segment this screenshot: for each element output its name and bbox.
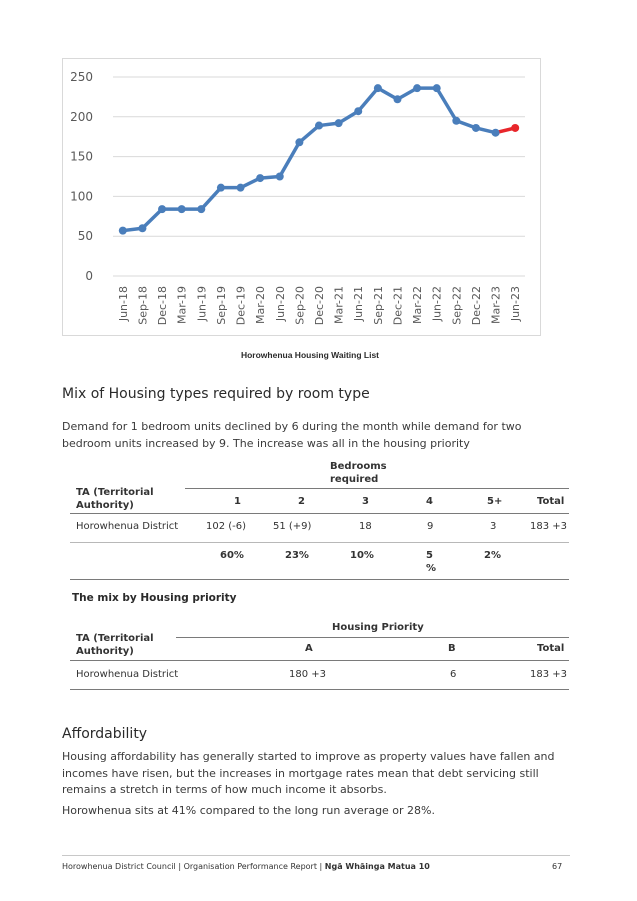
x-tick-label: Sep-19 [214, 286, 228, 325]
footer-text [62, 862, 430, 871]
y-tick-label: 150 [70, 149, 93, 164]
x-tick-label: Mar-22 [411, 286, 425, 325]
table-rule [70, 579, 569, 580]
x-tick-label: Dec-18 [156, 286, 170, 326]
x-tick-label: Mar-19 [175, 286, 189, 325]
x-tick-label: Sep-22 [450, 286, 464, 325]
table-rule [176, 637, 569, 638]
data-point [197, 205, 205, 213]
col-header-a: A [305, 643, 313, 654]
data-point [433, 84, 441, 92]
cell-4: 9 [427, 521, 434, 532]
section-heading-housing-mix: Mix of Housing types required by room type [62, 386, 370, 402]
col-header-total: Total [537, 496, 565, 507]
data-point [492, 129, 500, 137]
data-point [374, 84, 382, 92]
footer-report-name: Ngā Whāinga Matua 10 [324, 862, 430, 871]
data-point [413, 84, 421, 92]
y-tick-label: 250 [70, 70, 93, 84]
data-point [452, 117, 460, 125]
affordability-paragraph-1: Housing affordability has generally started to improve as property values have fallen and incomes have risen, but the increases in mortgage rates mean that debt servicing still remains a stretch in terms of how much income it absorbs. [62, 750, 555, 796]
pct-4-wrap: % [426, 563, 437, 574]
ta-header-1: TA (Territorial [76, 633, 154, 644]
pct-1: 60% [220, 550, 244, 561]
x-tick-label: Dec-20 [313, 286, 326, 326]
data-point [276, 173, 284, 181]
bedrooms-group-header-1: Bedrooms [330, 461, 387, 472]
x-tick-label: Sep-21 [371, 286, 385, 325]
cell-b: 6 [450, 669, 457, 680]
table-rule [70, 513, 569, 514]
pct-2: 23% [285, 550, 309, 561]
section-heading-priority: The mix by Housing priority [72, 592, 237, 604]
data-point [393, 95, 401, 103]
cell-a: 180 +3 [289, 669, 327, 680]
x-tick-label: Mar-21 [332, 286, 346, 325]
data-point [256, 174, 264, 182]
ta-header-2: Authority) [76, 646, 134, 657]
col-header-5plus: 5+ [487, 496, 503, 507]
col-header-4: 4 [426, 496, 433, 507]
y-tick-label: 0 [85, 269, 93, 283]
housing-mix-paragraph: Demand for 1 bedroom units declined by 6 during the month while demand for two bedroom units increased by 9. The increase was all in the housing priority [62, 420, 522, 450]
x-tick-label: Jun-21 [352, 286, 366, 322]
col-header-2: 2 [298, 496, 305, 507]
waiting-list-chart [62, 58, 541, 336]
col-header-b: B [448, 643, 456, 654]
chart-caption: Horowhenua Housing Waiting List [240, 350, 380, 360]
row-name: Horowhenua District [76, 521, 179, 532]
data-point [158, 205, 166, 213]
x-tick-label: Sep-20 [293, 286, 307, 325]
x-tick-label: Dec-19 [234, 286, 248, 326]
footer-rule [62, 855, 570, 856]
affordability-paragraph-2: Horowhenua sits at 41% compared to the long run average or 28%. [62, 804, 436, 817]
x-tick-label: Jun-18 [116, 286, 130, 322]
row-name: Horowhenua District [76, 669, 179, 680]
data-point [472, 124, 480, 132]
col-header-3: 3 [362, 496, 369, 507]
cell-2: 51 (+9) [273, 521, 312, 532]
bedrooms-group-header-2: required [330, 474, 379, 485]
data-point [138, 224, 146, 232]
priority-group-header: Housing Priority [332, 622, 424, 633]
data-point [178, 205, 186, 213]
data-point [119, 227, 127, 235]
ta-header-2: Authority) [76, 500, 134, 511]
pct-5plus: 2% [484, 550, 501, 561]
data-point [237, 184, 245, 192]
x-tick-label: Mar-20 [254, 286, 268, 325]
col-header-total: Total [537, 643, 565, 654]
data-point [335, 119, 343, 127]
cell-total: 183 +3 [530, 669, 568, 680]
ta-header-1: TA (Territorial [76, 487, 154, 498]
y-tick-label: 50 [77, 229, 93, 244]
x-tick-label: Mar-23 [489, 286, 503, 325]
x-tick-label: Jun-20 [273, 286, 287, 322]
data-point [295, 138, 303, 146]
footer-org: Horowhenua District Council | Organisation Performance Report | [62, 862, 325, 871]
x-tick-label: Jun-23 [509, 286, 523, 322]
table-rule [70, 542, 569, 543]
cell-5plus: 3 [490, 521, 497, 532]
x-tick-label: Sep-18 [136, 286, 150, 325]
table-rule [185, 488, 569, 489]
y-tick-label: 200 [70, 109, 93, 124]
data-point [315, 122, 323, 130]
table-rule [70, 660, 569, 661]
data-point [217, 184, 225, 192]
data-point [511, 124, 519, 132]
x-tick-label: Jun-19 [195, 286, 209, 322]
x-tick-label: Dec-21 [391, 286, 405, 326]
cell-3: 18 [359, 521, 372, 532]
cell-total: 183 +3 [530, 521, 568, 532]
page-number: 67 [552, 862, 563, 871]
col-header-1: 1 [234, 496, 241, 507]
x-tick-label: Jun-22 [430, 286, 444, 322]
line-chart [63, 59, 540, 335]
cell-1: 102 (-6) [206, 521, 247, 532]
table-rule [70, 689, 569, 690]
data-point [354, 107, 362, 115]
section-heading-affordability: Affordability [62, 726, 148, 742]
y-tick-label: 100 [70, 189, 93, 204]
pct-3: 10% [350, 550, 374, 561]
pct-4: 5 [426, 550, 433, 561]
x-tick-label: Dec-22 [469, 286, 483, 326]
